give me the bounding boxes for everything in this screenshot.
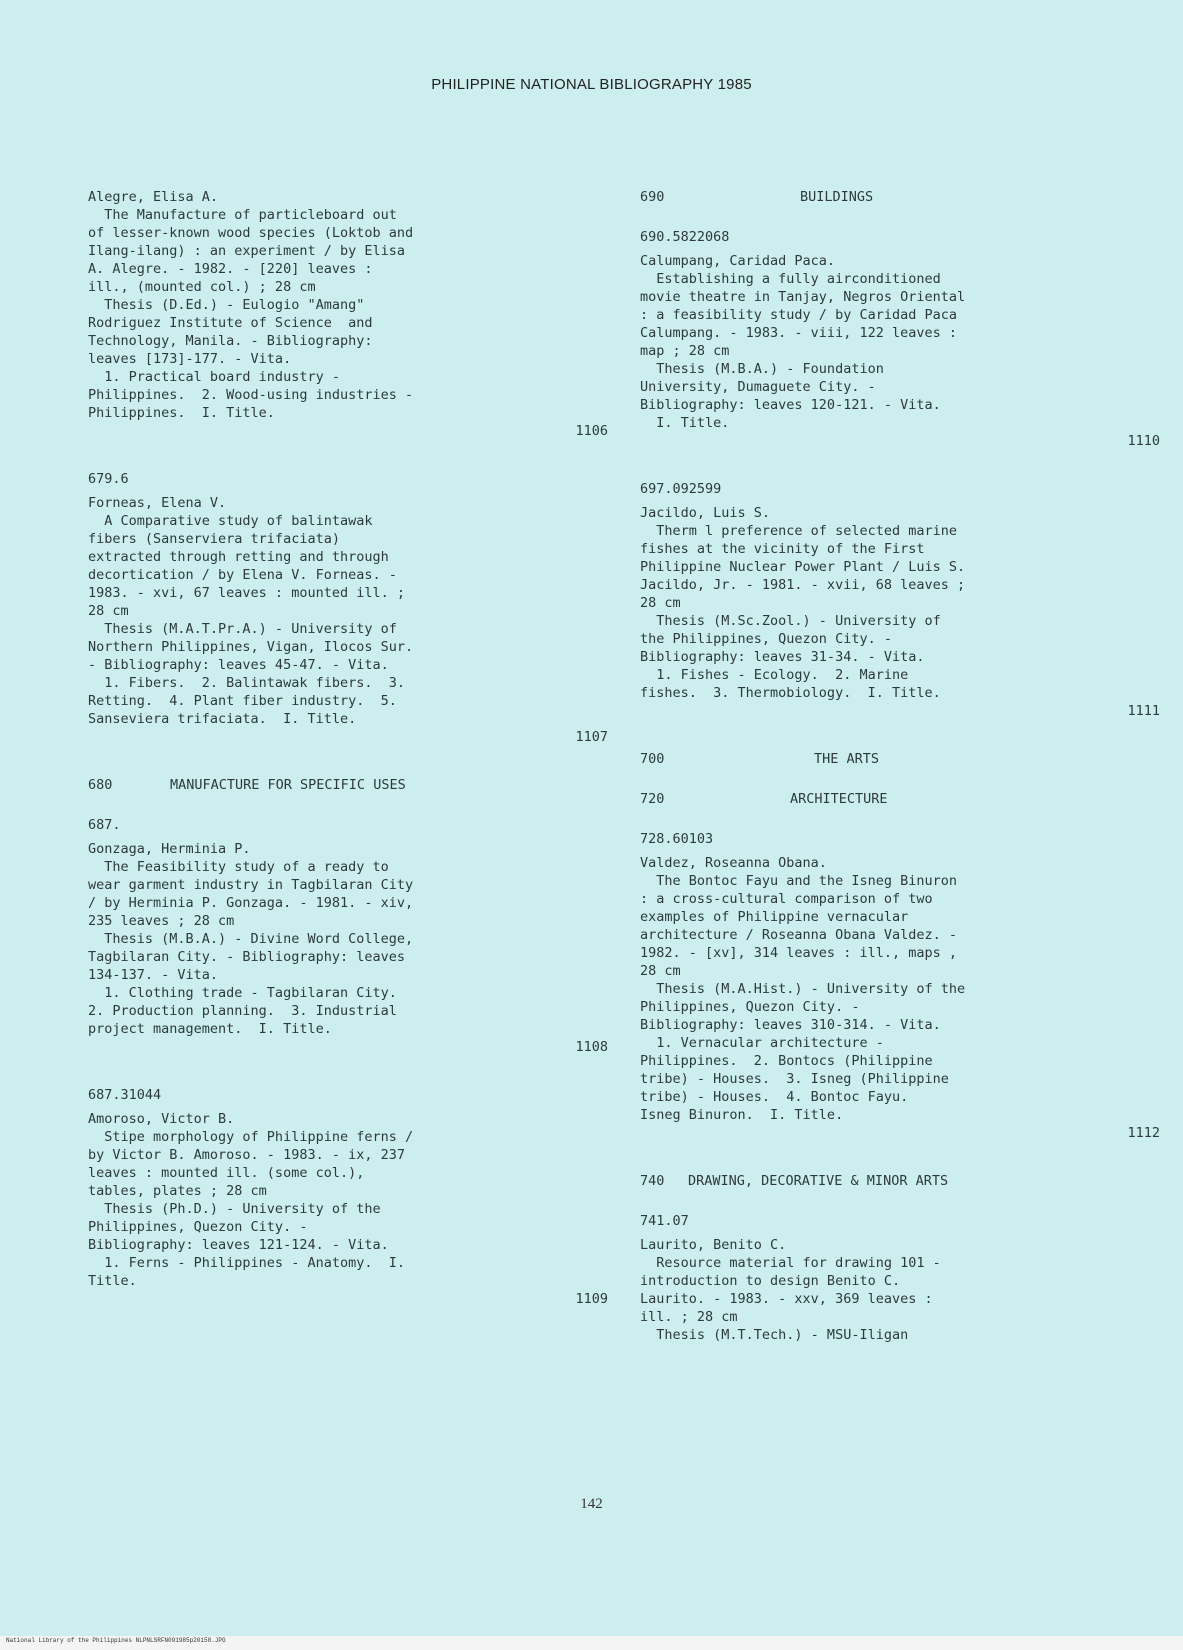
- entry-number: 1111: [1127, 703, 1160, 719]
- entry-body: [88, 840, 608, 1038]
- entry-line: / by Herminia P. Gonzaga. - 1981. - xiv,: [88, 895, 414, 911]
- entry-line: 2. Production planning. 3. Industrial: [88, 1003, 397, 1019]
- entry-body: [88, 1110, 608, 1290]
- entry-number: 1112: [1127, 1125, 1160, 1141]
- section-title: BUILDINGS: [800, 189, 874, 205]
- entry-line: the Philippines, Quezon City. -: [640, 631, 892, 647]
- entry-line: The Feasibility study of a ready to: [88, 859, 389, 875]
- entry-line: Philippines, Quezon City. -: [640, 999, 860, 1015]
- entry-line: Stipe morphology of Philippine ferns /: [88, 1129, 414, 1145]
- entry-line: architecture / Roseanna Obana Valdez. -: [640, 927, 957, 943]
- entry-line: leaves [173]-177. - Vita.: [88, 351, 292, 367]
- entry-line: Calumpang, Caridad Paca.: [640, 253, 836, 269]
- entry-line: Philippines. I. Title.: [88, 405, 275, 421]
- entry-number: 1107: [575, 729, 608, 745]
- entry-line: Valdez, Roseanna Obana.: [640, 855, 827, 871]
- entry-line: fishes at the vicinity of the First: [640, 541, 925, 557]
- section-title: THE ARTS: [814, 751, 880, 767]
- entry-body: [640, 504, 1160, 702]
- entry-line: Northern Philippines, Vigan, Ilocos Sur.: [88, 639, 414, 655]
- entry-line: of lesser-known wood species (Loktob and: [88, 225, 414, 241]
- entry-line: Thesis (M.A.T.Pr.A.) - University of: [88, 621, 397, 637]
- call-number: 728.60103: [640, 831, 714, 847]
- entry-line: A Comparative study of balintawak: [88, 513, 373, 529]
- entry-line: leaves : mounted ill. (some col.),: [88, 1165, 365, 1181]
- entry-body: [640, 854, 1160, 1124]
- entry-line: Thesis (M.A.Hist.) - University of the: [640, 981, 966, 997]
- entry-line: Laurito, Benito C.: [640, 1237, 787, 1253]
- entry-line: Title.: [88, 1273, 137, 1289]
- entry-line: Bibliography: leaves 121-124. - Vita.: [88, 1237, 389, 1253]
- entry-line: Thesis (M.T.Tech.) - MSU-Iligan: [640, 1327, 909, 1343]
- entry-body: [640, 1236, 1160, 1344]
- section-heading: [640, 790, 1160, 808]
- entry-line: : a cross-cultural comparison of two: [640, 891, 933, 907]
- entry-line: Philippine Nuclear Power Plant / Luis S.: [640, 559, 966, 575]
- section-heading: [640, 1172, 1160, 1190]
- bib-entry: [88, 470, 608, 746]
- entry-line: Amoroso, Victor B.: [88, 1111, 235, 1127]
- entry-line: Bibliography: leaves 120-121. - Vita.: [640, 397, 941, 413]
- entry-line: - Bibliography: leaves 45-47. - Vita.: [88, 657, 389, 673]
- entry-line: Laurito. - 1983. - xxv, 369 leaves :: [640, 1291, 933, 1307]
- entry-line: 134-137. - Vita.: [88, 967, 219, 983]
- section-number: 690: [640, 189, 665, 205]
- call-number: 690.5822068: [640, 229, 730, 245]
- bib-entry: [640, 480, 1160, 720]
- section-number: 700: [640, 751, 665, 767]
- entry-line: ill. ; 28 cm: [640, 1309, 738, 1325]
- bib-entry: [88, 1086, 608, 1308]
- section-heading: [88, 776, 608, 794]
- right-column: [640, 188, 1160, 1344]
- entry-line: Thesis (M.B.A.) - Divine Word College,: [88, 931, 414, 947]
- section-heading: [640, 750, 1160, 768]
- entry-line: 1. Fibers. 2. Balintawak fibers. 3.: [88, 675, 405, 691]
- entry-body: [640, 252, 1160, 432]
- entry-line: I. Title.: [640, 415, 730, 431]
- entry-line: 28 cm: [640, 963, 681, 979]
- entry-line: Gonzaga, Herminia P.: [88, 841, 251, 857]
- entry-line: Technology, Manila. - Bibliography:: [88, 333, 373, 349]
- bib-entry: [640, 1212, 1160, 1344]
- entry-line: Philippines. 2. Bontocs (Philippine: [640, 1053, 933, 1069]
- entry-body: [88, 188, 608, 422]
- entry-line: Forneas, Elena V.: [88, 495, 227, 511]
- entry-line: Therm l preference of selected marine: [640, 523, 957, 539]
- section-number: 740: [640, 1173, 665, 1189]
- page-number: 142: [580, 1496, 603, 1512]
- entry-line: wear garment industry in Tagbilaran City: [88, 877, 414, 893]
- entry-line: Resource material for drawing 101 -: [640, 1255, 941, 1271]
- entry-body: [88, 494, 608, 728]
- entry-line: examples of Philippine vernacular: [640, 909, 909, 925]
- entry-line: Bibliography: leaves 31-34. - Vita.: [640, 649, 925, 665]
- bib-entry: [640, 830, 1160, 1142]
- call-number: 687.31044: [88, 1087, 162, 1103]
- entry-line: Rodriguez Institute of Science and: [88, 315, 373, 331]
- section-number: 680: [88, 777, 113, 793]
- entry-line: movie theatre in Tanjay, Negros Oriental: [640, 289, 966, 305]
- entry-line: Tagbilaran City. - Bibliography: leaves: [88, 949, 405, 965]
- running-head: PHILIPPINE NATIONAL BIBLIOGRAPHY 1985: [431, 76, 752, 93]
- entry-line: Retting. 4. Plant fiber industry. 5.: [88, 693, 397, 709]
- entry-line: Jacildo, Luis S.: [640, 505, 771, 521]
- entry-number: 1106: [575, 423, 608, 439]
- call-number: 687.: [88, 817, 121, 833]
- entry-line: 1. Vernacular architecture -: [640, 1035, 884, 1051]
- entry-line: fibers (Sanserviera trifaciata): [88, 531, 340, 547]
- entry-line: Ilang-ilang) : an experiment / by Elisa: [88, 243, 405, 259]
- entry-line: Philippines. 2. Wood-using industries -: [88, 387, 414, 403]
- section-title: ARCHITECTURE: [790, 791, 888, 807]
- entry-line: 235 leaves ; 28 cm: [88, 913, 235, 929]
- bib-entry: [88, 188, 608, 440]
- section-title: MANUFACTURE FOR SPECIFIC USES: [170, 777, 406, 793]
- entry-line: introduction to design Benito C.: [640, 1273, 901, 1289]
- entry-line: ill., (mounted col.) ; 28 cm: [88, 279, 316, 295]
- entry-line: tribe) - Houses. 3. Isneg (Philippine: [640, 1071, 949, 1087]
- entry-line: Thesis (Ph.D.) - University of the: [88, 1201, 381, 1217]
- section-title: DRAWING, DECORATIVE & MINOR ARTS: [688, 1173, 949, 1189]
- entry-line: Isneg Binuron. I. Title.: [640, 1107, 844, 1123]
- entry-number: 1108: [575, 1039, 608, 1055]
- entry-line: 1. Fishes - Ecology. 2. Marine: [640, 667, 909, 683]
- call-number: 741.07: [640, 1213, 689, 1229]
- entry-line: by Victor B. Amoroso. - 1983. - ix, 237: [88, 1147, 405, 1163]
- entry-line: 1982. - [xv], 314 leaves : ill., maps ,: [640, 945, 957, 961]
- entry-line: 1. Clothing trade - Tagbilaran City.: [88, 985, 397, 1001]
- entry-line: Alegre, Elisa A.: [88, 189, 219, 205]
- entry-line: 1983. - xvi, 67 leaves : mounted ill. ;: [88, 585, 405, 601]
- entry-line: Calumpang. - 1983. - viii, 122 leaves :: [640, 325, 957, 341]
- entry-line: A. Alegre. - 1982. - [220] leaves :: [88, 261, 373, 277]
- entry-line: Thesis (D.Ed.) - Eulogio "Amang": [88, 297, 365, 313]
- entry-line: : a feasibility study / by Caridad Paca: [640, 307, 957, 323]
- call-number: 679.6: [88, 471, 129, 487]
- entry-number: 1109: [575, 1291, 608, 1307]
- entry-line: The Manufacture of particleboard out: [88, 207, 397, 223]
- entry-line: map ; 28 cm: [640, 343, 730, 359]
- entry-line: tribe) - Houses. 4. Bontoc Fayu.: [640, 1089, 909, 1105]
- entry-line: Thesis (M.B.A.) - Foundation: [640, 361, 884, 377]
- entry-line: extracted through retting and through: [88, 549, 389, 565]
- entry-line: Sanseviera trifaciata. I. Title.: [88, 711, 357, 727]
- entry-line: project management. I. Title.: [88, 1021, 332, 1037]
- entry-line: fishes. 3. Thermobiology. I. Title.: [640, 685, 941, 701]
- section-number: 720: [640, 791, 665, 807]
- entry-number: 1110: [1127, 433, 1160, 449]
- left-column: [88, 188, 608, 1308]
- section-heading: [640, 188, 1160, 206]
- entry-line: The Bontoc Fayu and the Isneg Binuron: [640, 873, 957, 889]
- scan-footer: National Library of the Philippines NLPNLSRFN091985p20158.JPG: [6, 1637, 226, 1644]
- entry-line: 28 cm: [88, 603, 129, 619]
- entry-line: tables, plates ; 28 cm: [88, 1183, 267, 1199]
- call-number: 697.092599: [640, 481, 722, 497]
- bib-entry: [88, 816, 608, 1056]
- entry-line: 1. Ferns - Philippines - Anatomy. I.: [88, 1255, 405, 1271]
- entry-line: Thesis (M.Sc.Zool.) - University of: [640, 613, 941, 629]
- entry-line: decortication / by Elena V. Forneas. -: [88, 567, 397, 583]
- entry-line: University, Dumaguete City. -: [640, 379, 876, 395]
- entry-line: Bibliography: leaves 310-314. - Vita.: [640, 1017, 941, 1033]
- entry-line: 28 cm: [640, 595, 681, 611]
- entry-line: Jacildo, Jr. - 1981. - xvii, 68 leaves ;: [640, 577, 966, 593]
- entry-line: Establishing a fully airconditioned: [640, 271, 941, 287]
- bib-entry: [640, 228, 1160, 450]
- entry-line: Philippines, Quezon City. -: [88, 1219, 308, 1235]
- entry-line: 1. Practical board industry -: [88, 369, 340, 385]
